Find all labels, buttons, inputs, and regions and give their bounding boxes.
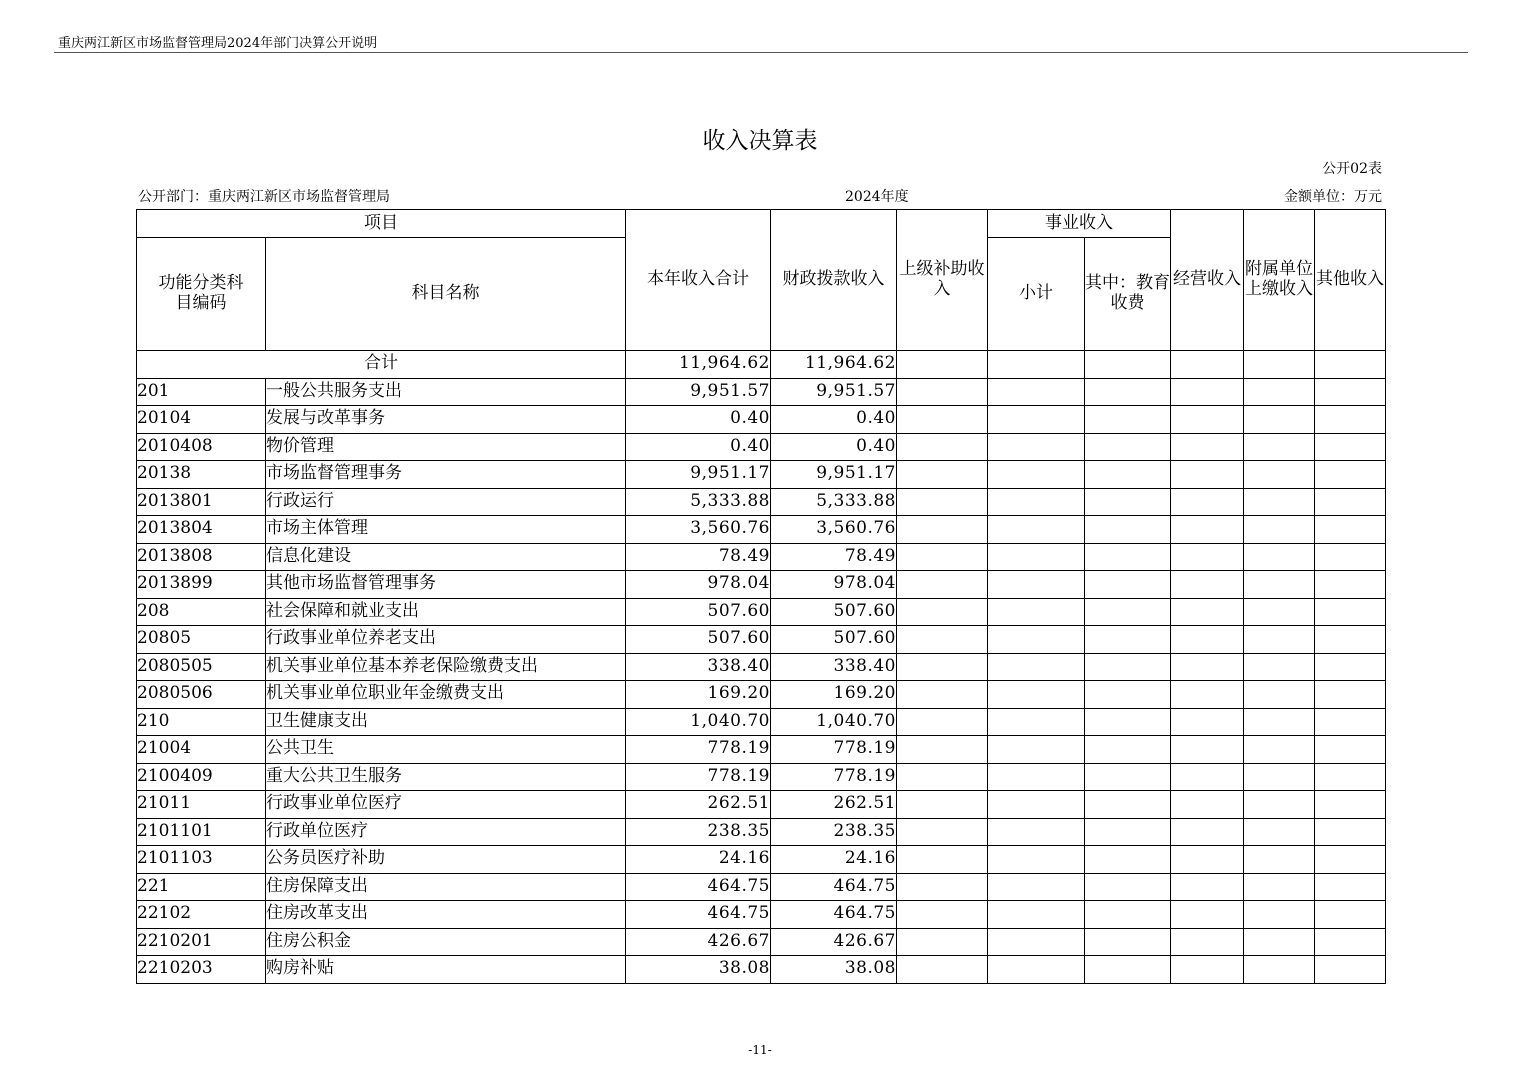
- subject-code-cell: 201: [137, 378, 266, 406]
- empty-cell: [1171, 461, 1244, 489]
- empty-cell: [897, 433, 988, 461]
- total-income-cell: 507.60: [626, 598, 771, 626]
- fiscal-appropriation-cell: 338.40: [771, 653, 897, 681]
- empty-cell: [897, 406, 988, 434]
- empty-cell: [1315, 681, 1386, 709]
- empty-cell: [1085, 488, 1171, 516]
- empty-cell: [897, 708, 988, 736]
- fiscal-appropriation-cell: 169.20: [771, 681, 897, 709]
- total-income-cell: 38.08: [626, 956, 771, 984]
- total-income-cell: 464.75: [626, 901, 771, 929]
- subject-code-cell: 2013801: [137, 488, 266, 516]
- empty-cell: [1171, 516, 1244, 544]
- fiscal-year-label: 2024年度: [845, 189, 909, 205]
- empty-cell: [1244, 406, 1315, 434]
- total-label: 合计: [137, 351, 626, 379]
- empty-cell: [988, 378, 1085, 406]
- empty-cell: [1171, 873, 1244, 901]
- empty-cell: [1085, 681, 1171, 709]
- empty-cell: [1171, 653, 1244, 681]
- empty-cell: [1171, 708, 1244, 736]
- table-row: [137, 681, 1386, 709]
- empty-cell: [1171, 626, 1244, 654]
- subject-code-cell: 2080506: [137, 681, 266, 709]
- fiscal-appropriation-cell: 0.40: [771, 406, 897, 434]
- empty-cell: [1315, 406, 1386, 434]
- table-row: [137, 598, 1386, 626]
- empty-cell: [988, 461, 1085, 489]
- empty-cell: [897, 571, 988, 599]
- total-income-cell: 338.40: [626, 653, 771, 681]
- table-row: [137, 818, 1386, 846]
- empty-cell: [897, 681, 988, 709]
- empty-cell: [897, 626, 988, 654]
- empty-cell: [1171, 736, 1244, 764]
- table-row: [137, 901, 1386, 929]
- fiscal-appropriation-cell: 9,951.17: [771, 461, 897, 489]
- report-title: 收入决算表: [702, 128, 818, 154]
- header-item: 项目: [137, 210, 626, 238]
- total-income-cell: 507.60: [626, 626, 771, 654]
- subject-name-cell: 一般公共服务支出: [266, 378, 626, 406]
- table-row: [137, 461, 1386, 489]
- total-income-cell: 262.51: [626, 791, 771, 819]
- subject-code-cell: 2100409: [137, 763, 266, 791]
- empty-cell: [1244, 351, 1315, 379]
- total-income-cell: 778.19: [626, 763, 771, 791]
- empty-cell: [1085, 543, 1171, 571]
- empty-cell: [1085, 516, 1171, 544]
- empty-cell: [1244, 488, 1315, 516]
- header-fiscal-appropriation: 财政拨款收入: [771, 210, 897, 351]
- empty-cell: [1085, 873, 1171, 901]
- empty-cell: [1244, 626, 1315, 654]
- header-business-income: 事业收入: [988, 210, 1171, 238]
- subject-name-cell: 住房改革支出: [266, 901, 626, 929]
- fiscal-appropriation-cell: 464.75: [771, 901, 897, 929]
- empty-cell: [1315, 351, 1386, 379]
- empty-cell: [1244, 736, 1315, 764]
- total-income-cell: 9,951.17: [626, 461, 771, 489]
- empty-cell: [1171, 598, 1244, 626]
- empty-cell: [1085, 461, 1171, 489]
- fiscal-appropriation-cell: 238.35: [771, 818, 897, 846]
- empty-cell: [1171, 571, 1244, 599]
- empty-cell: [1244, 791, 1315, 819]
- empty-cell: [1171, 928, 1244, 956]
- empty-cell: [1171, 791, 1244, 819]
- empty-cell: [1085, 571, 1171, 599]
- empty-cell: [988, 846, 1085, 874]
- header-subject-name: 科目名称: [266, 238, 626, 351]
- subject-code-cell: 221: [137, 873, 266, 901]
- empty-cell: [1171, 818, 1244, 846]
- fiscal-appropriation-cell: 507.60: [771, 626, 897, 654]
- empty-cell: [1171, 488, 1244, 516]
- empty-cell: [1244, 681, 1315, 709]
- subject-name-cell: 行政单位医疗: [266, 818, 626, 846]
- empty-cell: [1085, 708, 1171, 736]
- empty-cell: [1244, 901, 1315, 929]
- empty-cell: [1244, 433, 1315, 461]
- empty-cell: [1085, 351, 1171, 379]
- empty-cell: [1085, 626, 1171, 654]
- empty-cell: [988, 708, 1085, 736]
- total-income-cell: 0.40: [626, 406, 771, 434]
- subject-code-cell: 210: [137, 708, 266, 736]
- empty-cell: [1171, 763, 1244, 791]
- empty-cell: [1315, 598, 1386, 626]
- empty-cell: [1085, 901, 1171, 929]
- table-row: [137, 433, 1386, 461]
- empty-cell: [897, 736, 988, 764]
- subject-code-cell: 2210201: [137, 928, 266, 956]
- empty-cell: [897, 901, 988, 929]
- empty-cell: [897, 378, 988, 406]
- empty-cell: [1085, 378, 1171, 406]
- page-number: -11-: [748, 1043, 772, 1057]
- fiscal-appropriation-cell: 0.40: [771, 433, 897, 461]
- empty-cell: [1244, 543, 1315, 571]
- empty-cell: [897, 956, 988, 984]
- empty-cell: [897, 516, 988, 544]
- empty-cell: [1171, 901, 1244, 929]
- fiscal-appropriation-cell: 1,040.70: [771, 708, 897, 736]
- empty-cell: [1244, 461, 1315, 489]
- subject-name-cell: 购房补贴: [266, 956, 626, 984]
- subject-code-cell: 2210203: [137, 956, 266, 984]
- empty-cell: [1085, 818, 1171, 846]
- empty-cell: [1171, 956, 1244, 984]
- subject-code-cell: 2101101: [137, 818, 266, 846]
- empty-cell: [1085, 406, 1171, 434]
- subject-name-cell: 公共卫生: [266, 736, 626, 764]
- empty-cell: [897, 928, 988, 956]
- fiscal-appropriation-cell: 5,333.88: [771, 488, 897, 516]
- empty-cell: [897, 653, 988, 681]
- empty-cell: [1315, 791, 1386, 819]
- subject-code-cell: 20104: [137, 406, 266, 434]
- empty-cell: [1315, 736, 1386, 764]
- empty-cell: [1315, 543, 1386, 571]
- empty-cell: [897, 846, 988, 874]
- fiscal-appropriation-cell: 9,951.57: [771, 378, 897, 406]
- empty-cell: [1315, 928, 1386, 956]
- subject-name-cell: 重大公共卫生服务: [266, 763, 626, 791]
- fiscal-appropriation-cell: 24.16: [771, 846, 897, 874]
- empty-cell: [988, 433, 1085, 461]
- empty-cell: [1244, 846, 1315, 874]
- empty-cell: [988, 488, 1085, 516]
- table-row: [137, 928, 1386, 956]
- empty-cell: [897, 543, 988, 571]
- empty-cell: [1244, 763, 1315, 791]
- empty-cell: [1244, 653, 1315, 681]
- empty-cell: [988, 873, 1085, 901]
- subject-code-cell: 20805: [137, 626, 266, 654]
- subject-name-cell: 卫生健康支出: [266, 708, 626, 736]
- subject-name-cell: 机关事业单位职业年金缴费支出: [266, 681, 626, 709]
- subject-code-cell: 2013804: [137, 516, 266, 544]
- subject-code-cell: 2080505: [137, 653, 266, 681]
- empty-cell: [988, 736, 1085, 764]
- table-row: [137, 763, 1386, 791]
- header-education-fees: 其中：教育收费: [1085, 238, 1171, 351]
- total-income-cell: 978.04: [626, 571, 771, 599]
- subject-code-cell: 22102: [137, 901, 266, 929]
- total-income-cell: 3,560.76: [626, 516, 771, 544]
- subject-name-cell: 行政运行: [266, 488, 626, 516]
- empty-cell: [1244, 571, 1315, 599]
- subject-code-cell: 21004: [137, 736, 266, 764]
- subject-name-cell: 社会保障和就业支出: [266, 598, 626, 626]
- empty-cell: [1315, 763, 1386, 791]
- empty-cell: [988, 516, 1085, 544]
- empty-cell: [1171, 351, 1244, 379]
- subject-code-cell: 21011: [137, 791, 266, 819]
- empty-cell: [1171, 433, 1244, 461]
- empty-cell: [1085, 653, 1171, 681]
- subject-code-cell: 208: [137, 598, 266, 626]
- empty-cell: [897, 873, 988, 901]
- fiscal-appropriation-cell: 778.19: [771, 736, 897, 764]
- empty-cell: [988, 598, 1085, 626]
- subject-name-cell: 市场主体管理: [266, 516, 626, 544]
- table-row: [137, 956, 1386, 984]
- fiscal-appropriation-cell: 3,560.76: [771, 516, 897, 544]
- empty-cell: [1085, 598, 1171, 626]
- header-function-code: 功能分类科目编码: [137, 238, 266, 351]
- table-row: [137, 543, 1386, 571]
- empty-cell: [1315, 433, 1386, 461]
- empty-cell: [988, 351, 1085, 379]
- empty-cell: [988, 928, 1085, 956]
- subject-name-cell: 公务员医疗补助: [266, 846, 626, 874]
- header-business-subtotal: 小计: [988, 238, 1085, 351]
- fiscal-appropriation-cell: 507.60: [771, 598, 897, 626]
- table-row: [137, 571, 1386, 599]
- table-row: [137, 378, 1386, 406]
- empty-cell: [897, 818, 988, 846]
- empty-cell: [1171, 406, 1244, 434]
- fiscal-appropriation-cell: 38.08: [771, 956, 897, 984]
- empty-cell: [1085, 956, 1171, 984]
- subject-name-cell: 其他市场监督管理事务: [266, 571, 626, 599]
- total-income-cell: 9,951.57: [626, 378, 771, 406]
- empty-cell: [1085, 763, 1171, 791]
- running-header-title: 重庆两江新区市场监督管理局2024年部门决算公开说明: [58, 36, 378, 51]
- empty-cell: [988, 791, 1085, 819]
- empty-cell: [1315, 846, 1386, 874]
- total-income-cell: 24.16: [626, 846, 771, 874]
- subject-name-cell: 行政事业单位养老支出: [266, 626, 626, 654]
- table-row: [137, 708, 1386, 736]
- empty-cell: [988, 543, 1085, 571]
- table-row: [137, 873, 1386, 901]
- fiscal-appropriation-cell: 778.19: [771, 763, 897, 791]
- empty-cell: [988, 681, 1085, 709]
- header-rule: [54, 52, 1468, 53]
- subject-name-cell: 物价管理: [266, 433, 626, 461]
- empty-cell: [1085, 846, 1171, 874]
- empty-cell: [1315, 956, 1386, 984]
- empty-cell: [1244, 818, 1315, 846]
- empty-cell: [988, 956, 1085, 984]
- table-row: [137, 653, 1386, 681]
- table-row: [137, 516, 1386, 544]
- empty-cell: [897, 461, 988, 489]
- empty-cell: [1244, 928, 1315, 956]
- table-row-total: [137, 351, 1386, 379]
- empty-cell: [1171, 543, 1244, 571]
- subject-name-cell: 住房保障支出: [266, 873, 626, 901]
- header-other-income: 其他收入: [1315, 210, 1386, 351]
- empty-cell: [897, 763, 988, 791]
- total-income-cell: 78.49: [626, 543, 771, 571]
- empty-cell: [897, 791, 988, 819]
- empty-cell: [1315, 516, 1386, 544]
- subject-name-cell: 市场监督管理事务: [266, 461, 626, 489]
- total-income-cell: 169.20: [626, 681, 771, 709]
- total-income-cell: 5,333.88: [626, 488, 771, 516]
- empty-cell: [1315, 461, 1386, 489]
- table-row: [137, 488, 1386, 516]
- fiscal-appropriation-cell: 426.67: [771, 928, 897, 956]
- empty-cell: [1244, 956, 1315, 984]
- amount-unit-label: 金额单位：万元: [1284, 189, 1382, 205]
- empty-cell: [1315, 626, 1386, 654]
- empty-cell: [1171, 846, 1244, 874]
- empty-cell: [1171, 681, 1244, 709]
- header-affiliated-remittance: 附属单位上缴收入: [1244, 210, 1315, 351]
- table-row: [137, 736, 1386, 764]
- empty-cell: [988, 406, 1085, 434]
- empty-cell: [1085, 736, 1171, 764]
- empty-cell: [1244, 598, 1315, 626]
- empty-cell: [1085, 791, 1171, 819]
- empty-cell: [988, 901, 1085, 929]
- fiscal-appropriation-cell: 262.51: [771, 791, 897, 819]
- department-label: 公开部门：重庆两江新区市场监督管理局: [138, 189, 390, 205]
- fiscal-appropriation-cell: 978.04: [771, 571, 897, 599]
- empty-cell: [988, 763, 1085, 791]
- empty-cell: [1244, 516, 1315, 544]
- empty-cell: [1244, 873, 1315, 901]
- subject-code-cell: 2013899: [137, 571, 266, 599]
- total-income-cell: 778.19: [626, 736, 771, 764]
- subject-code-cell: 2101103: [137, 846, 266, 874]
- empty-cell: [1244, 378, 1315, 406]
- table-row: [137, 406, 1386, 434]
- subject-name-cell: 机关事业单位基本养老保险缴费支出: [266, 653, 626, 681]
- subject-code-cell: 2013808: [137, 543, 266, 571]
- subject-name-cell: 行政事业单位医疗: [266, 791, 626, 819]
- empty-cell: [1244, 708, 1315, 736]
- total-income-cell: 0.40: [626, 433, 771, 461]
- empty-cell: [897, 598, 988, 626]
- empty-cell: [1315, 571, 1386, 599]
- empty-cell: [988, 818, 1085, 846]
- empty-cell: [1315, 901, 1386, 929]
- empty-cell: [1315, 653, 1386, 681]
- header-operating-income: 经营收入: [1171, 210, 1244, 351]
- total-fiscal-cell: 11,964.62: [771, 351, 897, 379]
- total-income-cell: 238.35: [626, 818, 771, 846]
- empty-cell: [1315, 818, 1386, 846]
- empty-cell: [897, 351, 988, 379]
- empty-cell: [1085, 928, 1171, 956]
- empty-cell: [1315, 873, 1386, 901]
- empty-cell: [1315, 488, 1386, 516]
- income-statement-table: [136, 209, 1386, 984]
- total-income-cell: 426.67: [626, 928, 771, 956]
- empty-cell: [988, 571, 1085, 599]
- total-income-cell: 1,040.70: [626, 708, 771, 736]
- fiscal-appropriation-cell: 464.75: [771, 873, 897, 901]
- empty-cell: [1171, 378, 1244, 406]
- empty-cell: [988, 626, 1085, 654]
- header-superior-subsidy: 上级补助收入: [897, 210, 988, 351]
- subject-code-cell: 2010408: [137, 433, 266, 461]
- subject-name-cell: 住房公积金: [266, 928, 626, 956]
- subject-code-cell: 20138: [137, 461, 266, 489]
- fiscal-appropriation-cell: 78.49: [771, 543, 897, 571]
- subject-name-cell: 发展与改革事务: [266, 406, 626, 434]
- total-income-cell: 464.75: [626, 873, 771, 901]
- header-total-income: 本年收入合计: [626, 210, 771, 351]
- form-number: 公开02表: [1322, 161, 1382, 177]
- subject-name-cell: 信息化建设: [266, 543, 626, 571]
- total-income-cell: 11,964.62: [626, 351, 771, 379]
- empty-cell: [1315, 708, 1386, 736]
- table-row: [137, 846, 1386, 874]
- empty-cell: [1085, 433, 1171, 461]
- empty-cell: [897, 488, 988, 516]
- empty-cell: [988, 653, 1085, 681]
- table-row: [137, 626, 1386, 654]
- table-row: [137, 791, 1386, 819]
- empty-cell: [1315, 378, 1386, 406]
